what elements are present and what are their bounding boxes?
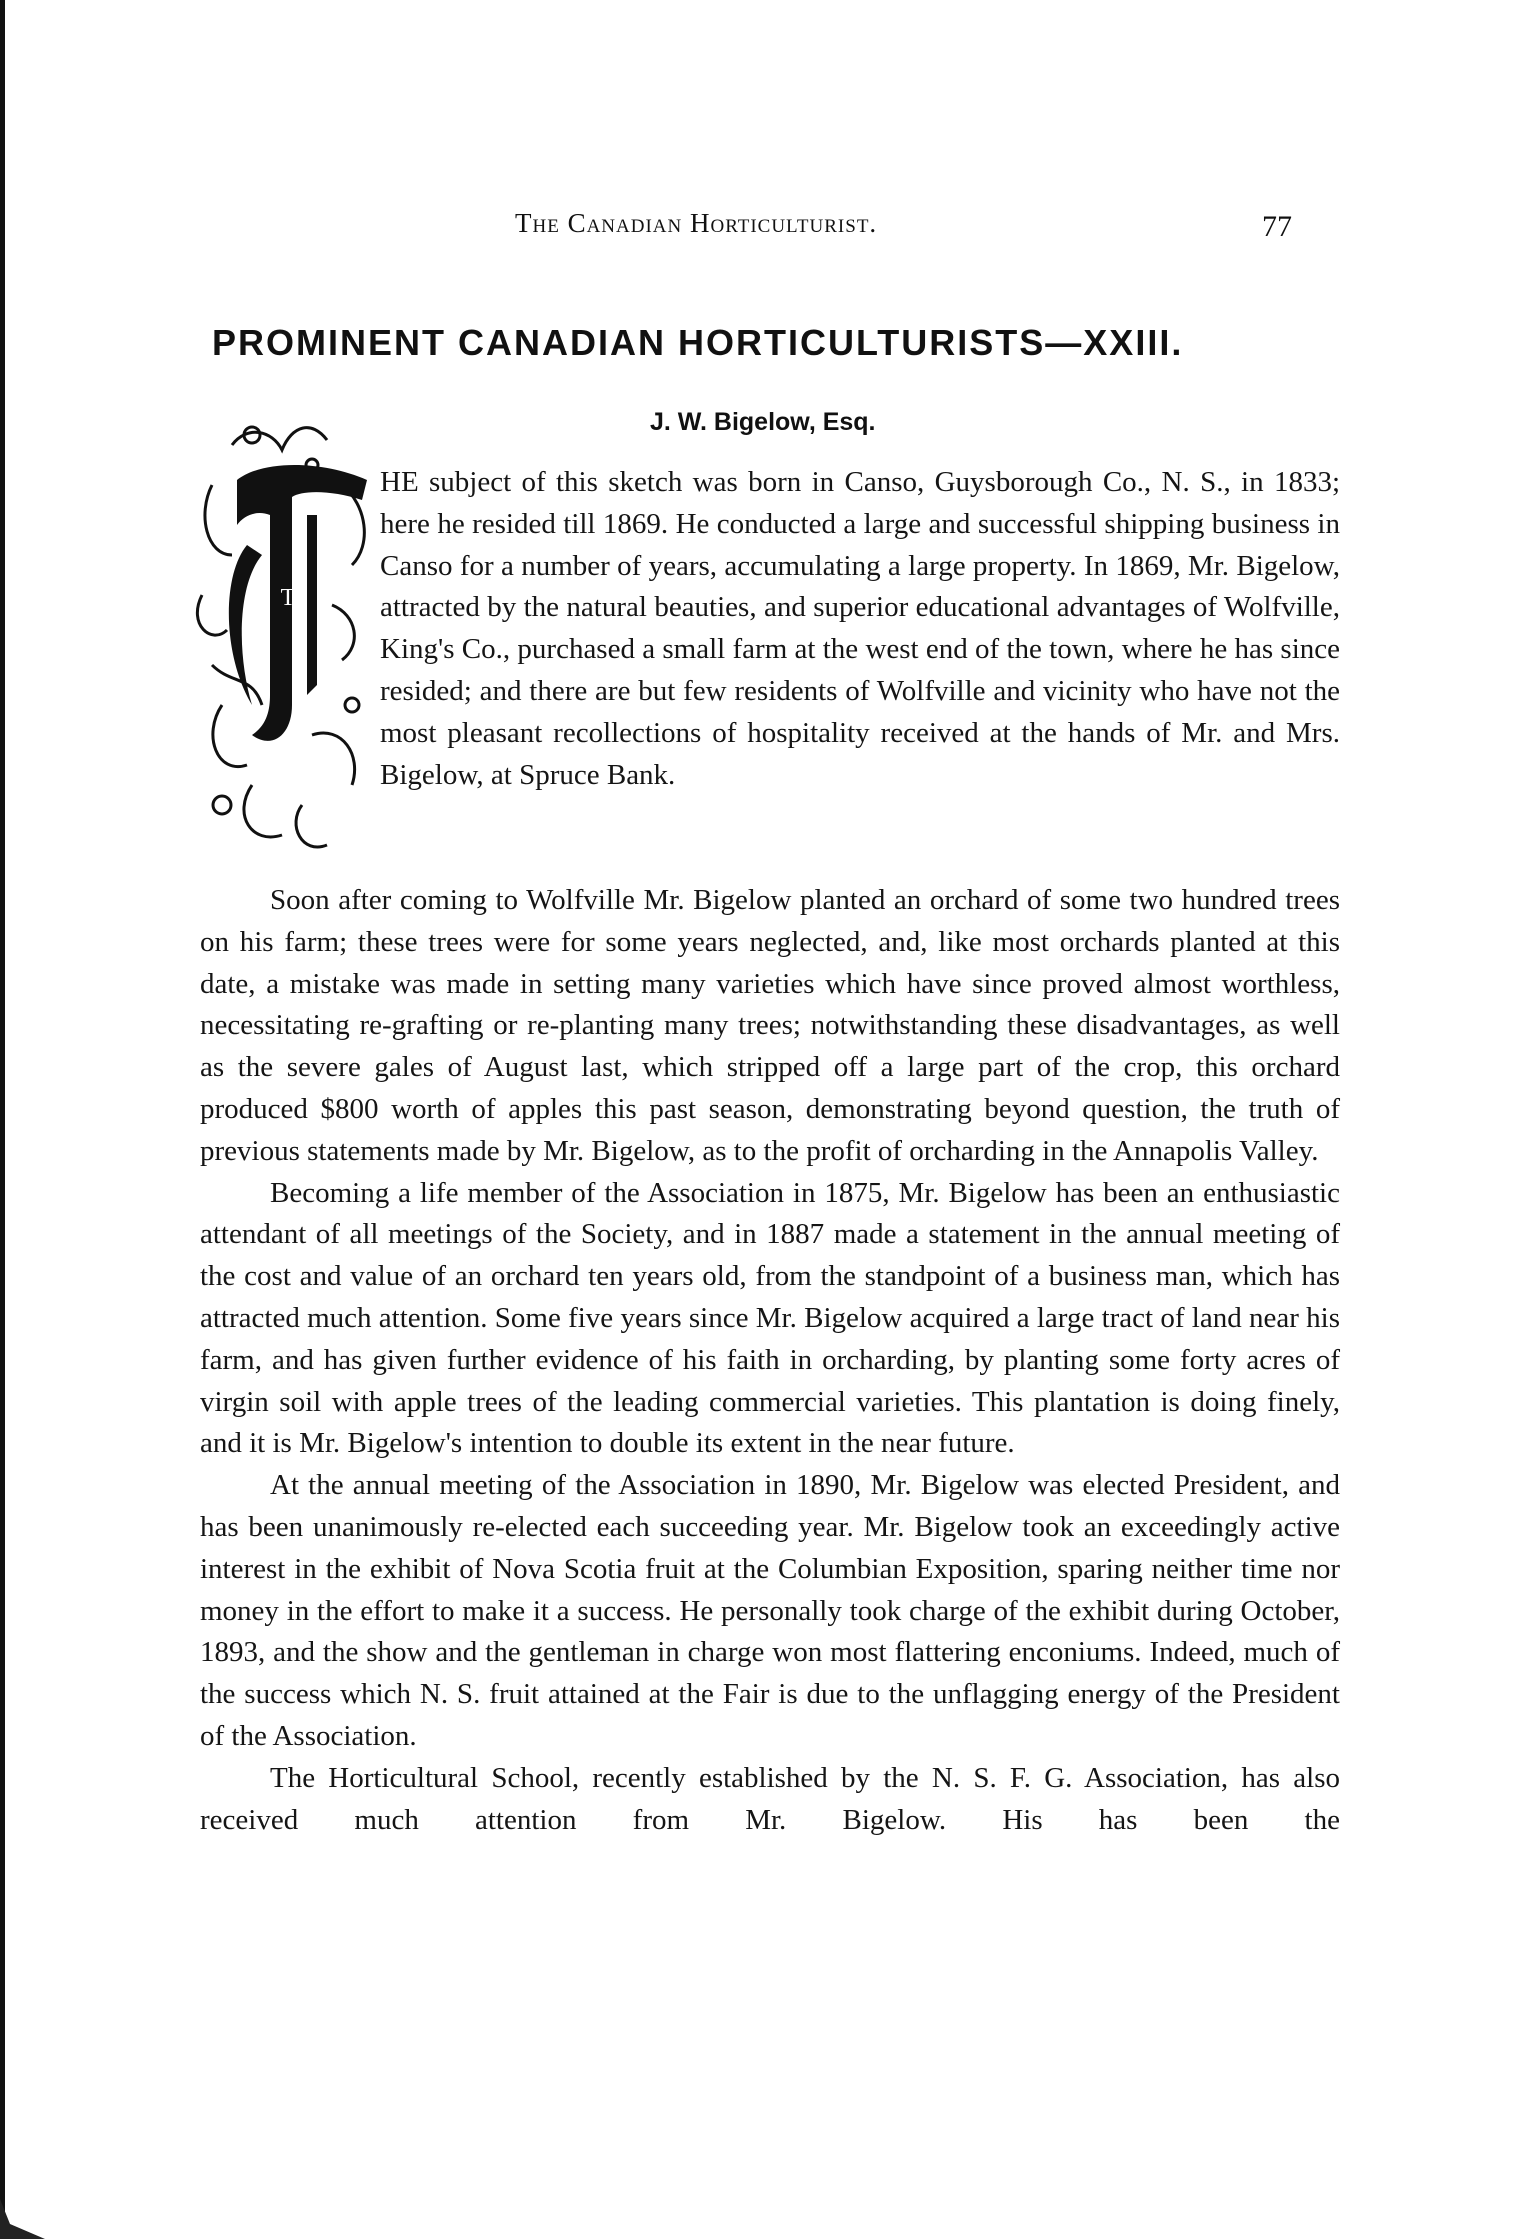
dropcap-letter: T [280, 585, 296, 611]
running-title: The Canadian Horticulturist. [515, 208, 878, 238]
article-byline: J. W. Bigelow, Esq. [650, 408, 876, 436]
body-paragraph-1: Soon after coming to Wolfville Mr. Bigelow planted an orchard of some two hundred trees on his farm; these trees were for some years neglected, and, like most orchards planted at this date, a mistake was made in setting many varieties which have since proved almost worthless, necessitating re-grafting or re-planting many trees; notwithstanding these disadvantages, as well as the severe gales of August last, which stripped off a large part of the crop, this orchard produced $800 worth of apples this past season, demonstrating beyond question, the truth of previous statements made by Mr. Bigelow, as to the profit of orcharding in the Annapolis Valley. [200, 884, 1340, 1167]
page-edge-shadow [0, 0, 5, 2239]
page-number: 77 [1262, 210, 1292, 243]
body-paragraph-4: The Horticultural School, recently established by the N. S. F. G. Association, has also received much attention from Mr. Bigelow. His has been the [200, 1761, 1340, 1836]
body-paragraph-3: At the annual meeting of the Association in 1890, Mr. Bigelow was elected President, and has been unanimously re-elected each succeeding year. Mr. Bigelow took an exceedingly active interest in the exhibit of Nova Scotia fruit at the Columbian Exposition, sparing neither time nor money in the effort to make it a success. He personally took charge of the exhibit during October, 1893, and the show and the gentleman in charge won most flattering enconiums. Indeed, much of the success which N. S. fruit attained at the Fair is due to the unflagging energy of the President of the Association. [200, 1469, 1340, 1752]
lead-paragraph [380, 462, 1340, 796]
article-title: PROMINENT CANADIAN HORTICULTURISTS—XXIII. [212, 322, 1184, 363]
body-paragraph-2: Becoming a life member of the Association in 1875, Mr. Bigelow has been an enthusiastic attendant of all meetings of the Society, and in 1887 made a statement in the annual meeting of the cost and value of an orchard ten years old, from the standpoint of a business man, which has attracted much attention. Some five years since Mr. Bigelow acquired a large tract of land near his farm, and has given further evidence of his faith in orcharding, by planting some forty acres of virgin soil with apple trees of the leading commercial varieties. This plantation is doing finely, and it is Mr. Bigelow's intention to double its extent in the near future. [200, 1176, 1340, 1460]
page-corner-mark [0, 2199, 60, 2239]
article-body [200, 880, 1340, 1841]
ornamental-dropcap [192, 405, 380, 865]
lead-text: HE subject of this sketch was born in Canso, Guysborough Co., N. S., in 1833; here he resided till 1869. He conducted a large and successful shipping business in Canso for a number of years, accumulating a large property. In 1869, Mr. Bigelow, attracted by the natural beauties, and superior educational advantages of Wolfville, King's Co., purchased a small farm at the west end of the town, where he has since resided; and there are but few residents of Wolfville and vicinity who have not the most pleasant recollections of hospitality received at the hands of Mr. and Mrs. Bigelow, at Spruce Bank. [380, 466, 1340, 791]
